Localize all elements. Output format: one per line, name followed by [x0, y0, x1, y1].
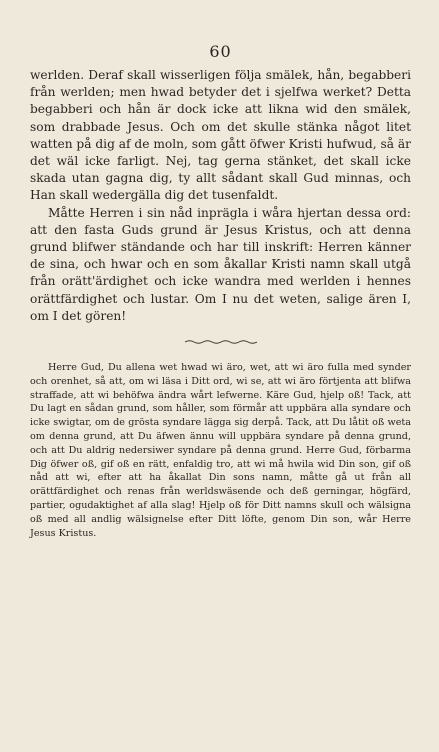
main-paragraph: werlden. Deraf skall wisserligen följa smälek, hån, begabberi från werlden; men hwad betyder det i sjelfwa werket? Detta begabberi och hån är dock icke att likna wid den smälek, som drabbade Jesus. Och om det skulle stänka något litet watten på dig af de moln, som gått öfwer Kristi hufwud, så är det wäl icke farligt. Nej, tag gerna stänket, det skall icke skada utan gagna dig, ty allt sådant skall Gud minnas, och Han skall wedergälla dig det tusenfaldt. [30, 68, 411, 203]
main-paragraph: Måtte Herren i sin nåd inprägla i wåra hjertan dessa ord: att den fasta Guds grund är Jesus Kristus, och att denna grund blifwer ständande och har till inskrift: Herren känner de sina, och hwar och en som åkallar Kristi namn skall utgå från orätt'ärdighet och icke wandra med werlden i hennes orättfärdighet och lustar. Om I nu det weten, salige ären I, om I det gören! [30, 205, 411, 323]
prayer-paragraph: Herre Gud, Du allena wet hwad wi äro, wet, att wi äro fulla med synder och orenhet, så att, om wi läsa i Ditt ord, wi se, att wi äro förtjenta att blifwa straffade, att wi behöfwa ändra wårt lefwerne. Käre Gud, hjelp oß! Tack, att Du lagt en sådan grund, som håller, som förmår att uppbära alla syndare och icke swigtar, om de grösta syndare lägga sig derpå. Tack, att Du låtit oß weta om denna grund, att Du äfwen ännu will uppbära syndare på denna grund, och att Du aldrig nedersiwer syndare på denna grund. Herre Gud, förbarma Dig öfwer oß, gif oß en rätt, enfaldig tro, att wi må hwila wid Din son, gif oß nåd att wi, efter att ha åkallat Din sons namn, måtte gå ut från all orättfärdighet och renas från werldswäsende och deß gerningar, högfärd, partier, ogudaktighet af alla slag! Hjelp oß för Ditt namns skull och wälsigna oß med all andlig wälsignelse efter Ditt löfte, genom Din son, wår Herre Jesus Kristus. [30, 362, 411, 539]
section-divider-ornament [30, 339, 411, 345]
prayer-text [30, 361, 411, 540]
page-number: 60 [209, 42, 232, 61]
main-text [30, 67, 411, 325]
